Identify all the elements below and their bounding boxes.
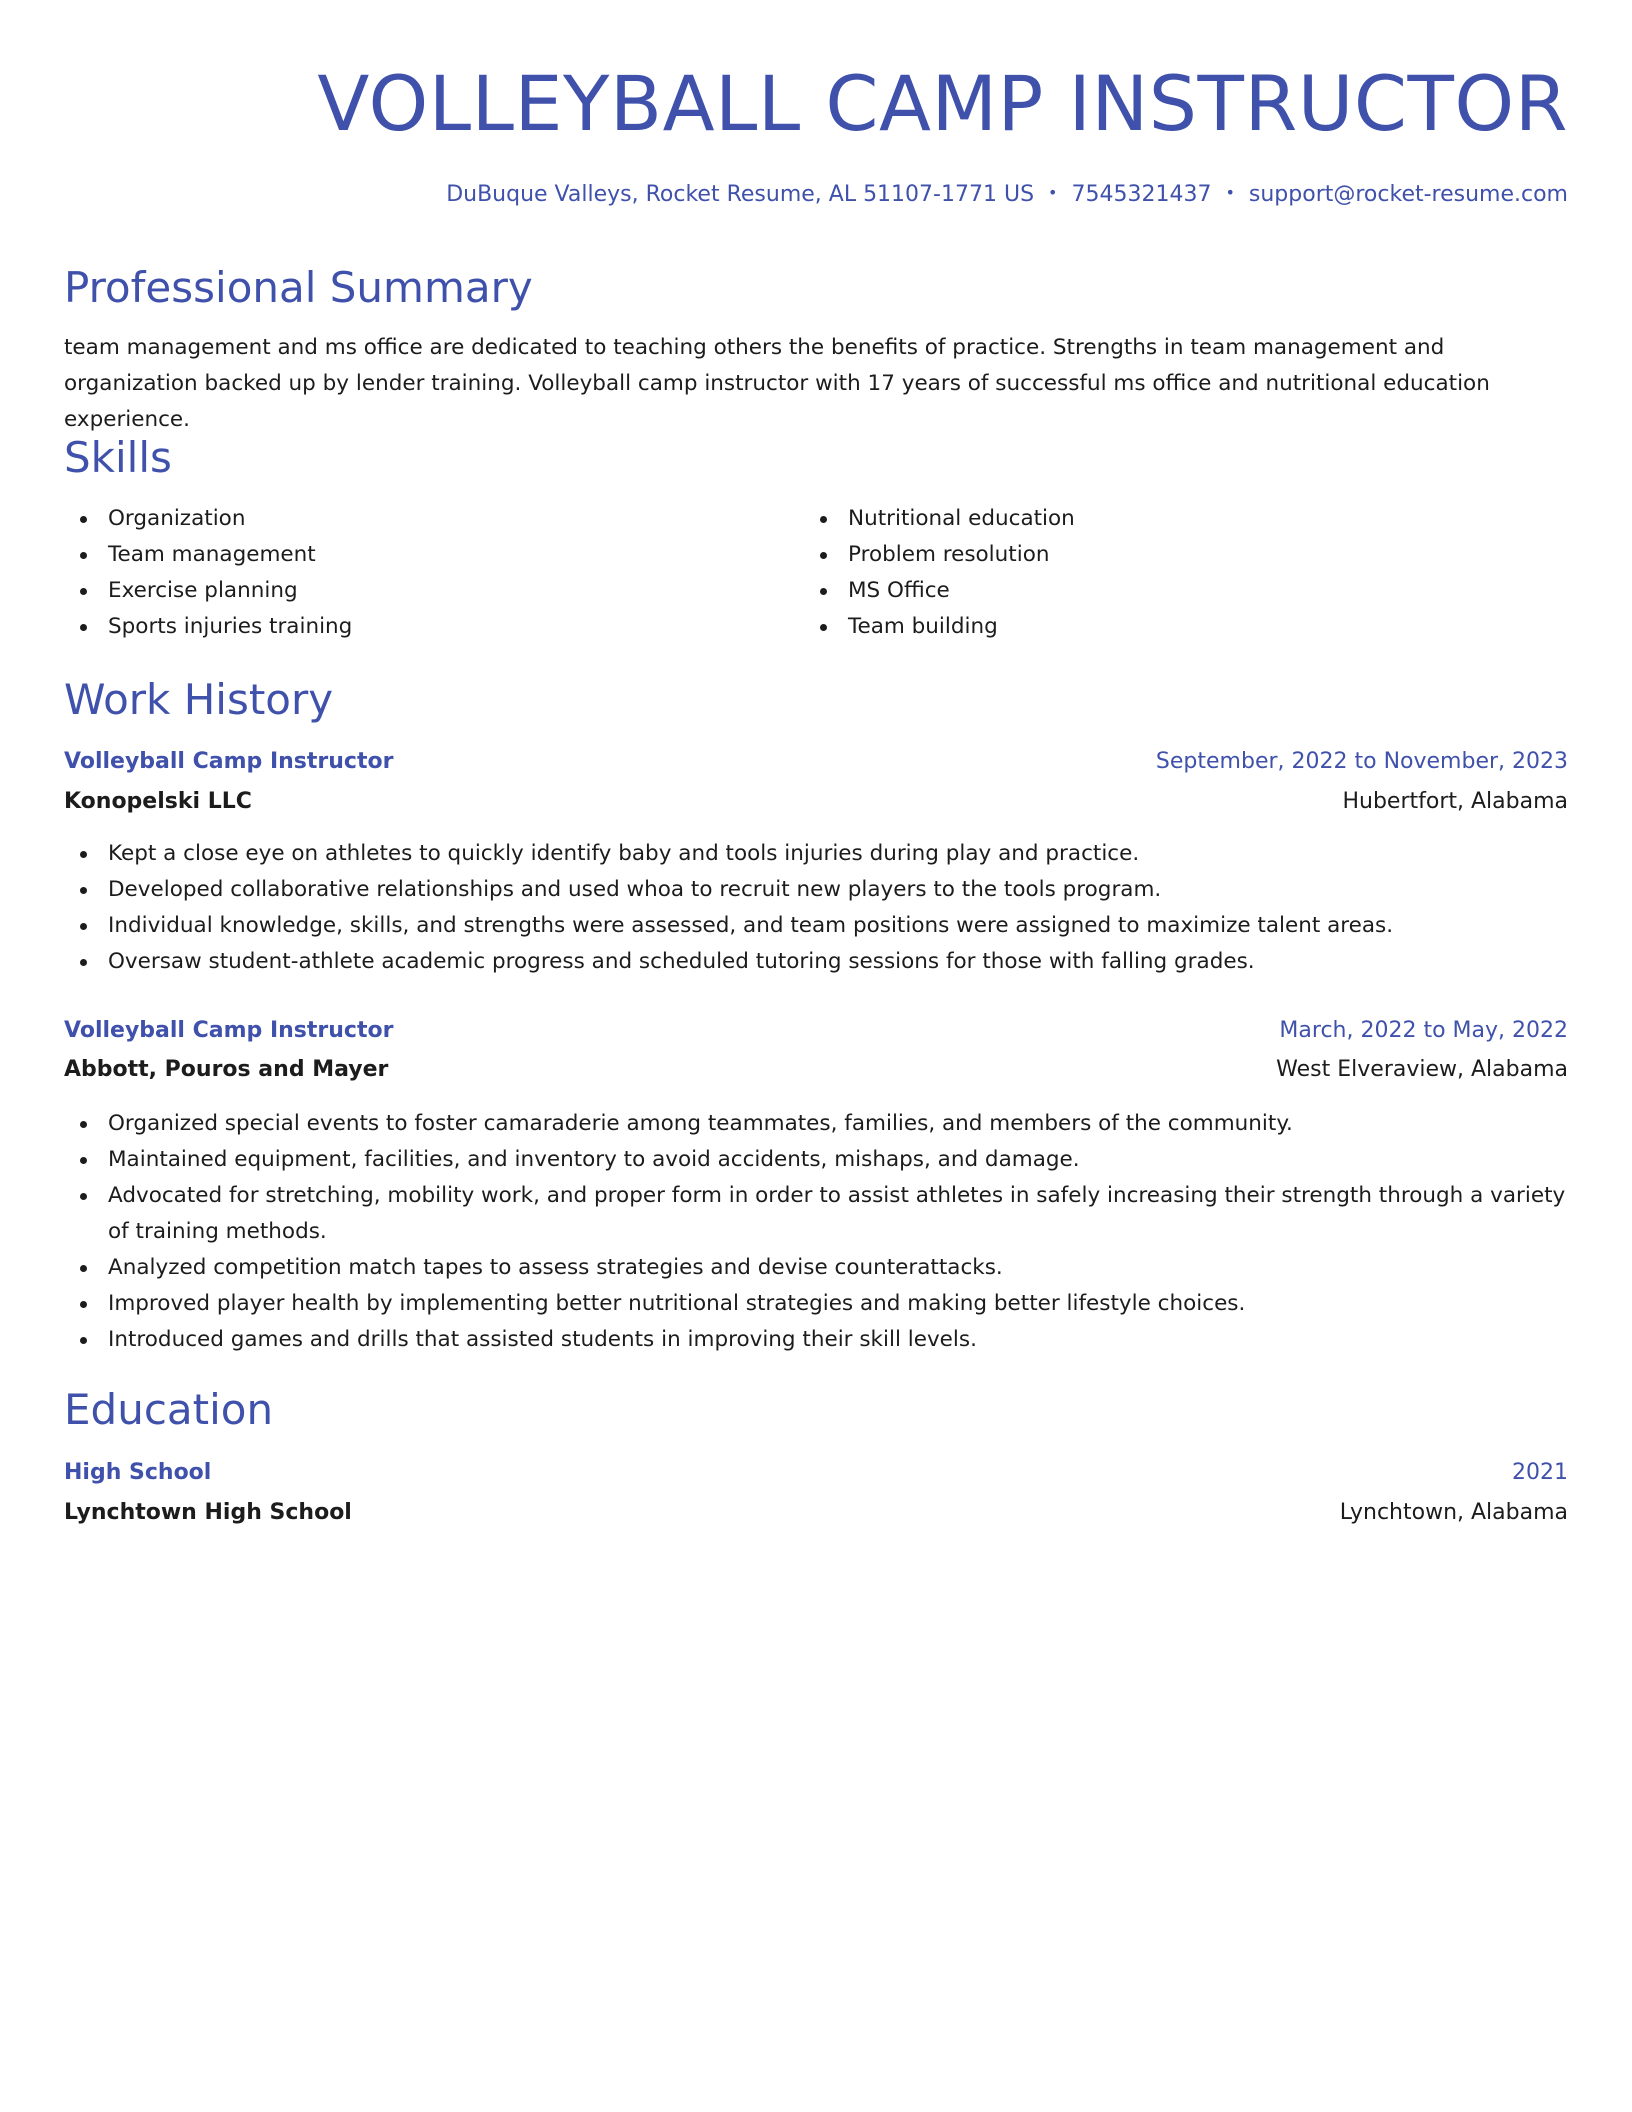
skill-item: Organization (64, 501, 804, 537)
school-location: Lynchtown, Alabama (1339, 1500, 1568, 1525)
skill-item: Team building (804, 609, 1544, 645)
education-school-row (64, 1498, 1568, 1528)
job-company-row (64, 1055, 1568, 1085)
job-bullet: Developed collaborative relationships and used whoa to recruit new players to the tools program. (64, 872, 1568, 908)
separator-dot: • (1225, 183, 1235, 202)
degree: High School (64, 1460, 212, 1485)
email-link[interactable]: support@rocket-resume.com (1248, 182, 1568, 207)
job-bullets (64, 1106, 1568, 1358)
skills-column-right (804, 501, 1544, 645)
job-bullet: Introduced games and drills that assisted students in improving their skill levels. (64, 1322, 1568, 1358)
skills-list (64, 501, 1568, 645)
job-bullets (64, 836, 1568, 980)
job-bullet: Oversaw student-athlete academic progress and scheduled tutoring sessions for those with falling grades. (64, 944, 1568, 980)
skill-item: Nutritional education (804, 501, 1544, 537)
job-bullet: Analyzed competition match tapes to assess strategies and devise counterattacks. (64, 1250, 1568, 1286)
skills-heading: Skills (64, 433, 172, 482)
skill-item: Sports injuries training (64, 609, 804, 645)
job-dates: September, 2022 to November, 2023 (1155, 749, 1568, 774)
skill-item: MS Office (804, 573, 1544, 609)
education-heading: Education (64, 1385, 274, 1434)
job-bullet: Advocated for stretching, mobility work, and proper form in order to assist athletes in safely increasing their strength through a variety of training methods. (64, 1178, 1568, 1250)
company-name: Abbott, Pouros and Mayer (64, 1057, 389, 1082)
job-bullet: Organized special events to foster camaraderie among teammates, families, and members of the community. (64, 1106, 1568, 1142)
skills-column-left (64, 501, 804, 645)
graduation-year: 2021 (1512, 1460, 1568, 1485)
skill-item: Exercise planning (64, 573, 804, 609)
job-company-row (64, 787, 1568, 817)
job-bullet: Kept a close eye on athletes to quickly identify baby and tools injuries during play and practice. (64, 836, 1568, 872)
job-bullet: Improved player health by implementing better nutritional strategies and making better lifestyle choices. (64, 1286, 1568, 1322)
phone: 7545321437 (1071, 182, 1212, 207)
company-name: Konopelski LLC (64, 789, 252, 814)
address: DuBuque Valleys, Rocket Resume, AL 51107-1771 US (446, 182, 1035, 207)
skill-item: Team management (64, 537, 804, 573)
summary-heading: Professional Summary (64, 263, 533, 312)
separator-dot: • (1048, 183, 1058, 202)
skill-item: Problem resolution (804, 537, 1544, 573)
job-bullet: Maintained equipment, facilities, and inventory to avoid accidents, mishaps, and damage. (64, 1142, 1568, 1178)
job-title: Volleyball Camp Instructor (64, 749, 394, 774)
job-title-row (64, 1016, 1568, 1046)
candidate-name: VOLLEYBALL CAMP INSTRUCTOR (317, 59, 1568, 148)
summary-text: team management and ms office are dedicated to teaching others the benefits of practice. Strengths in team management and organization backed up by lender training. Volleyball camp instructor with 17 years of successful ms office and nutritional education experience. (64, 335, 1490, 432)
job-title-row (64, 747, 1568, 777)
contact-line (446, 180, 1568, 210)
job-location: West Elveraview, Alabama (1276, 1057, 1568, 1082)
job-dates: March, 2022 to May, 2022 (1279, 1018, 1568, 1043)
work-history-heading: Work History (64, 675, 334, 724)
education-degree-row (64, 1458, 1568, 1488)
job-bullet: Individual knowledge, skills, and strengths were assessed, and team positions were assigned to maximize talent areas. (64, 908, 1568, 944)
job-title: Volleyball Camp Instructor (64, 1018, 394, 1043)
school-name: Lynchtown High School (64, 1500, 352, 1525)
job-location: Hubertfort, Alabama (1342, 789, 1568, 814)
